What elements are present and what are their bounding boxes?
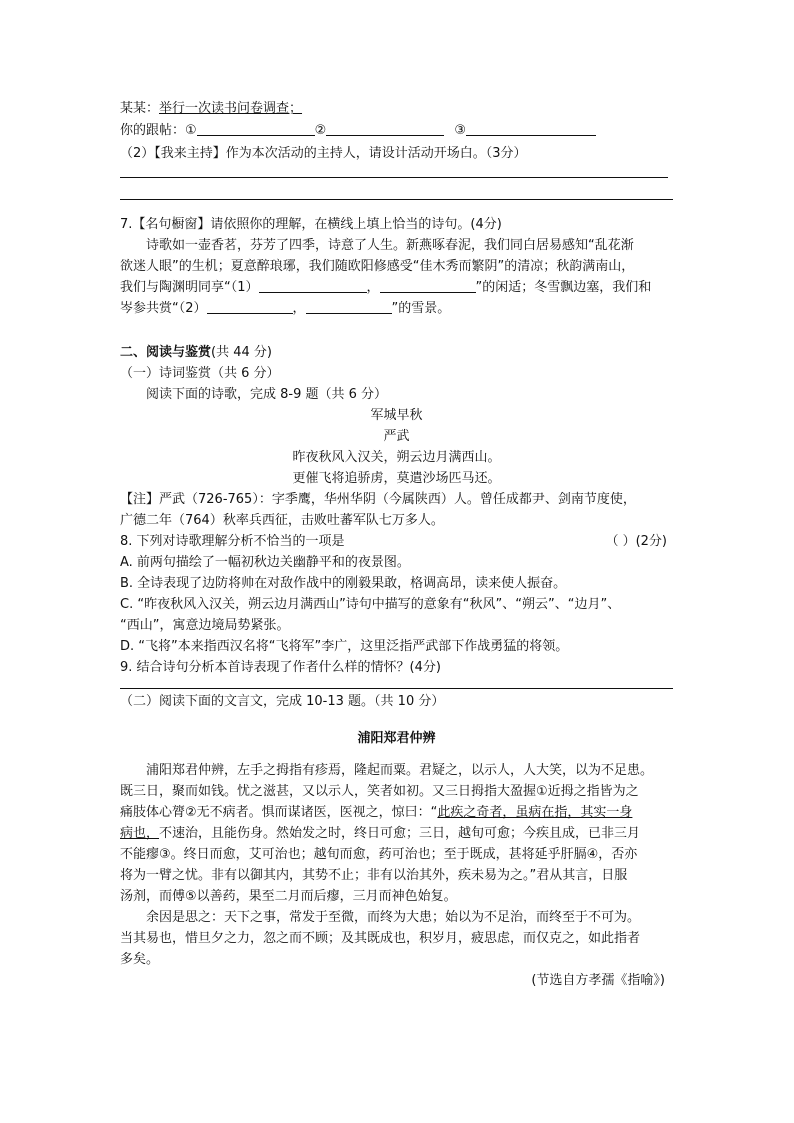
someone-text: 举行一次读书问卷调查；: [159, 101, 303, 116]
section-2-2-heading: （二）阅读下面的文言文，完成 10-13 题。（共 10 分）: [120, 694, 445, 709]
poem-blank-1[interactable]: [259, 278, 367, 293]
essay-line: 不能瘳③。终日而愈，艾可治也；越旬而愈，药可治也；至于既成，甚将延乎肝膈④，否亦: [120, 847, 638, 862]
essay-line: 余因是思之：天下之事，常发于至微，而终为大患；始以为不足治，而终至于不可为。: [146, 910, 641, 925]
essay-text: 不速治，且能伤身。然始发之时，终日可愈；三日，越旬可愈；今疾且成，已非三月: [159, 826, 641, 841]
section-2-1-heading: （一）诗词鉴赏（共 6 分）: [120, 366, 280, 381]
answer-blank-2[interactable]: [326, 121, 444, 136]
q7-text: 岑参共赏“（2）: [120, 301, 207, 316]
essay-line: [120, 802, 673, 823]
poem-note-line: 广德二年（764）秋率兵西征，击败吐蕃军队七万多人。: [120, 513, 444, 528]
q7-blank-line-1: [120, 277, 673, 298]
q8-option-d: D. “飞将”本来指西汉名将“飞将军”李广，这里泛指严武部下作战勇猛的将领。: [120, 639, 569, 654]
essay-line: 既三日，聚而如钱。忧之滋甚，又以示人，笑者如初。又三日拇指大盈握①近拇之指皆为之: [120, 784, 639, 799]
answer-line[interactable]: [120, 688, 673, 689]
essay-text: 痛肢体心膂②无不病者。惧而谋诸医，医视之，惊曰：“: [120, 805, 438, 820]
q7-text: ”的雪景。: [391, 301, 451, 316]
q9-prompt: 9. 结合诗句分析本首诗表现了作者什么样的情怀？(4分): [120, 660, 441, 675]
poem-author: 严武: [383, 429, 410, 444]
section-2-heading: [120, 342, 673, 363]
poem-blank-2[interactable]: [380, 278, 476, 293]
answer-blank-1[interactable]: [197, 121, 315, 136]
q6-2-prompt: （2）【我来主持】作为本次活动的主持人，请设计活动开场白。（3分）: [120, 146, 527, 161]
essay-title: 浦阳郑君仲辨: [357, 731, 436, 746]
section-2-title: 二、阅读与鉴赏: [120, 345, 212, 360]
q8-option-c-cont: “西山”，寓意边境局势紧张。: [120, 618, 290, 633]
exam-page: [120, 98, 673, 991]
q7-text: ，: [292, 301, 306, 316]
poem-note-line: 【注】严武（726-765）：字季鹰，华州华阴（今属陕西）人。曾任成都尹、剑南节度使，: [120, 492, 636, 507]
q7-para-line: 欲迷人眼”的生机；夏意醉琅琊，我们随欧阳修感受“佳木秀而繁阴”的清凉；秋韵满南山，: [120, 259, 635, 274]
q8-option-a: A. 前两句描绘了一幅初秋边关幽静平和的夜景图。: [120, 555, 410, 570]
q7-text: ”的闲适；冬雪飘边塞，我们和: [475, 280, 652, 295]
essay-line: 将为一臂之忧。非有以御其内，其势不止；非有以治其外，疾未易为之。”君从其言，日服: [120, 868, 628, 883]
essay-underlined-text: 病也，: [120, 826, 160, 841]
essay-line: [120, 823, 673, 844]
essay-line: 多矣。: [120, 952, 160, 967]
follow-num-1: ①: [185, 123, 197, 138]
poem-blank-4[interactable]: [306, 299, 392, 314]
essay-source: (节选自方孝孺《指喻》): [531, 973, 665, 988]
poem-instruction: 阅读下面的诗歌，完成 8-9 题（共 6 分）: [146, 387, 388, 402]
q7-blank-line-2: [120, 298, 673, 319]
q8-option-c: C. “昨夜秋风入汉关，朔云边月满西山”诗句中描写的意象有“秋风”、“朔云”、“边月”、: [120, 597, 621, 612]
answer-line[interactable]: [120, 177, 668, 178]
q7-title: 7.【名句橱窗】请依照你的理解，在横线上填上恰当的诗句。(4分): [120, 217, 502, 232]
follow-num-3: ③: [454, 123, 466, 138]
essay-line: 浦阳郑君仲辨，左手之拇指有疹焉，隆起而粟。君疑之，以示人，人大笑，以为不足患。: [146, 763, 654, 778]
essay-line: 汤剂，而傅⑤以善药，果至二月而后瘳，三月而神色始复。: [120, 889, 457, 904]
essay-underlined-text: 此疾之奇者，虽病在指，其实一身: [437, 805, 633, 820]
q7-para-line: 诗歌如一壶香茗，芬芳了四季，诗意了人生。新燕啄春泥，我们同白居易感知“乱花渐: [146, 238, 634, 253]
essay-body: [120, 760, 673, 991]
q7-text: ，: [366, 280, 380, 295]
survey-someone-line: [120, 98, 673, 119]
poem-title: 军城早秋: [370, 408, 423, 423]
poem-line-2: 更催飞将追骄虏，莫遣沙场匹马还。: [292, 471, 501, 486]
follow-label: 你的跟帖：: [120, 123, 186, 138]
q8-option-b: B. 全诗表现了边防将帅在对敌作战中的刚毅果敢，格调高昂，读来使人振奋。: [120, 576, 567, 591]
survey-follow-line: [120, 120, 673, 141]
poem-blank-3[interactable]: [207, 299, 293, 314]
section-2-score: (共 44 分): [211, 345, 272, 360]
someone-label: 某某：: [120, 101, 160, 116]
answer-line[interactable]: [120, 199, 673, 200]
essay-line: 当其易也，惜旦夕之力，忽之而不顾；及其既成也，积岁月，疲思虑，而仅克之，如此指者: [120, 931, 641, 946]
follow-num-2: ②: [314, 123, 327, 138]
q7-text: 我们与陶渊明同享“（1）: [120, 280, 259, 295]
q8-stem-text: 8. 下列对诗歌理解分析不恰当的一项是: [120, 534, 345, 549]
poem-line-1: 昨夜秋风入汉关，朔云边月满西山。: [292, 450, 501, 465]
q8-answer-paren[interactable]: （ ）(2分): [605, 534, 667, 549]
answer-blank-3[interactable]: [466, 121, 596, 136]
q8-stem: [120, 531, 673, 552]
